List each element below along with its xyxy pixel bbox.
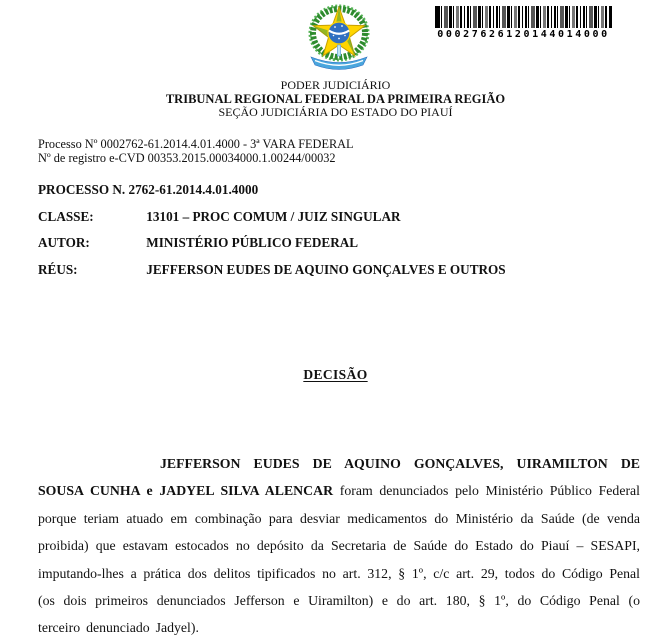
header-tribunal: TRIBUNAL REGIONAL FEDERAL DA PRIMEIRA REGIÃO <box>165 91 506 106</box>
case-label-autor: AUTOR: <box>38 235 90 251</box>
decision-body-paragraph <box>38 450 640 637</box>
case-row-classe <box>38 204 506 231</box>
case-row-autor <box>38 230 506 257</box>
brazil-coat-of-arms-icon <box>301 2 377 72</box>
case-value-autor: MINISTÉRIO PÚBLICO FEDERAL <box>146 235 359 251</box>
case-value-classe: 13101 – PROC COMUM / JUIZ SINGULAR <box>146 208 401 224</box>
case-processo: PROCESSO N. 2762-61.2014.4.01.4000 <box>38 182 259 197</box>
defendants-names: JEFFERSON EUDES DE AQUINO GONÇALVES, UIRAMILTON DE SOUSA CUNHA e JADYEL SILVA ALENCAR <box>38 456 640 499</box>
process-number-line: Processo Nº 0002762-61.2014.4.01.4000 - 3ª VARA FEDERAL <box>38 137 354 151</box>
barcode <box>435 6 612 40</box>
barcode-bars <box>435 6 612 28</box>
process-info <box>38 138 354 165</box>
case-value-reus: JEFFERSON EUDES DE AQUINO GONÇALVES E OUTROS <box>146 261 506 277</box>
registro-ecvd-line: Nº de registro e-CVD 00353.2015.00034000.1.00244/00032 <box>38 150 336 165</box>
coat-of-arms-svg <box>301 2 377 72</box>
court-header <box>0 79 671 120</box>
case-details <box>38 177 506 283</box>
case-label-reus: RÉUS: <box>38 261 78 277</box>
decision-title-wrap <box>0 366 671 384</box>
header-secao-judiciaria: SEÇÃO JUDICIÁRIA DO ESTADO DO PIAUÍ <box>218 105 453 119</box>
decision-title: DECISÃO <box>303 367 368 382</box>
case-label-classe: CLASSE: <box>38 208 94 224</box>
body-text: foram denunciados pelo Ministério Público Federal porque teriam atuado em combinação para desviar medicamentos do Ministério da Saúde (de venda proibida) que estavam estocados no depósito da Secretaria de Saúde do Estado do Piauí – SESAPI, imputando-lhes a prática dos delitos tipificados no art. 312, § 1º, c/c art. 29, todos do Código Penal (os dois primeiros denunciados Jefferson e Uiramilton) e do art. 180, § 1º, do Código Penal (o terceiro denunciado Jadyel). <box>38 483 640 636</box>
header-poder-judiciario: PODER JUDICIÁRIO <box>280 78 391 92</box>
barcode-digits: 00027626120144014000 <box>437 29 610 40</box>
case-row-reus <box>38 257 506 284</box>
